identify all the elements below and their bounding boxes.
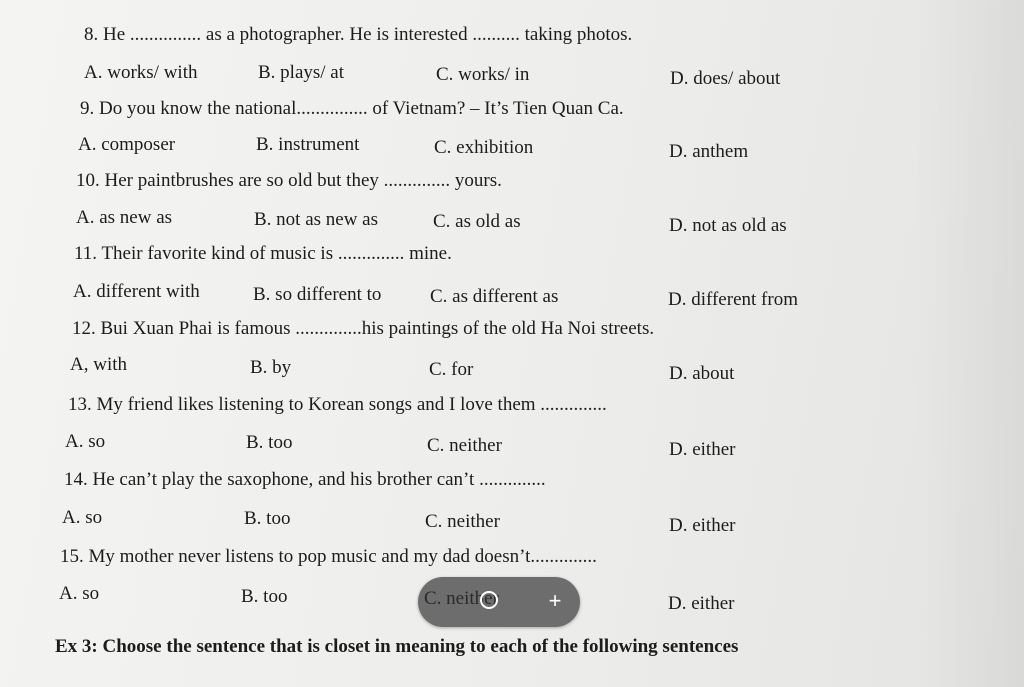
question-15-option-a: A. so xyxy=(59,583,100,604)
question-9: 9. Do you know the national............... of Vietnam? – It’s Tien Quan Ca. xyxy=(80,98,624,119)
question-11-option-b: B. so different to xyxy=(253,284,382,305)
question-12-option-a: A, with xyxy=(70,354,127,375)
question-15-option-b: B. too xyxy=(241,586,288,607)
question-13: 13. My friend likes listening to Korean songs and I love them .............. xyxy=(68,394,607,415)
question-14-option-a: A. so xyxy=(62,507,103,528)
question-14-option-d: D. either xyxy=(669,515,736,536)
question-11-option-a: A. different with xyxy=(73,281,200,302)
question-14-option-b: B. too xyxy=(244,508,291,529)
question-10-option-a: A. as new as xyxy=(76,207,173,228)
question-12-option-b: B. by xyxy=(250,357,292,378)
question-10-option-d: D. not as old as xyxy=(669,215,787,236)
question-14-option-c: C. neither xyxy=(425,511,500,532)
question-8: 8. He ............... as a photographer. He is interested .......... taking photos. xyxy=(84,24,633,45)
question-8-option-c: C. works/ in xyxy=(436,64,530,85)
question-13-option-b: B. too xyxy=(246,432,293,453)
exercise-heading: Ex 3: Choose the sentence that is closet in meaning to each of the following sentences xyxy=(55,636,739,657)
question-13-option-d: D. either xyxy=(669,439,736,460)
question-15-option-d: D. either xyxy=(668,593,735,614)
page-shadow xyxy=(914,0,1024,687)
floating-annotation-toolbar[interactable] xyxy=(418,577,580,627)
question-12: 12. Bui Xuan Phai is famous ..............his paintings of the old Ha Noi streets. xyxy=(72,318,655,339)
question-13-option-c: C. neither xyxy=(427,435,502,456)
plus-icon[interactable]: + xyxy=(548,588,562,613)
question-12-option-c: C. for xyxy=(429,359,474,380)
question-9-option-b: B. instrument xyxy=(256,134,360,155)
question-8-option-d: D. does/ about xyxy=(670,68,781,89)
question-9-option-a: A. composer xyxy=(78,134,176,155)
question-9-option-d: D. anthem xyxy=(669,141,749,162)
question-15: 15. My mother never listens to pop music and my dad doesn’t.............. xyxy=(60,546,597,567)
question-10-option-c: C. as old as xyxy=(433,211,521,232)
question-11-option-d: D. different from xyxy=(668,289,798,310)
drag-handle-icon[interactable] xyxy=(480,591,498,609)
question-13-option-a: A. so xyxy=(65,431,106,452)
question-11: 11. Their favorite kind of music is .............. mine. xyxy=(74,243,452,264)
question-9-option-c: C. exhibition xyxy=(434,137,534,158)
question-12-option-d: D. about xyxy=(669,363,735,384)
question-15-option-c: C. neither xyxy=(424,588,499,609)
question-8-option-a: A. works/ with xyxy=(84,62,198,83)
question-10: 10. Her paintbrushes are so old but they .............. yours. xyxy=(76,170,502,191)
question-10-option-b: B. not as new as xyxy=(254,209,379,230)
question-14: 14. He can’t play the saxophone, and his brother can’t .............. xyxy=(64,469,546,490)
question-11-option-c: C. as different as xyxy=(430,286,559,307)
question-8-option-b: B. plays/ at xyxy=(258,62,345,83)
